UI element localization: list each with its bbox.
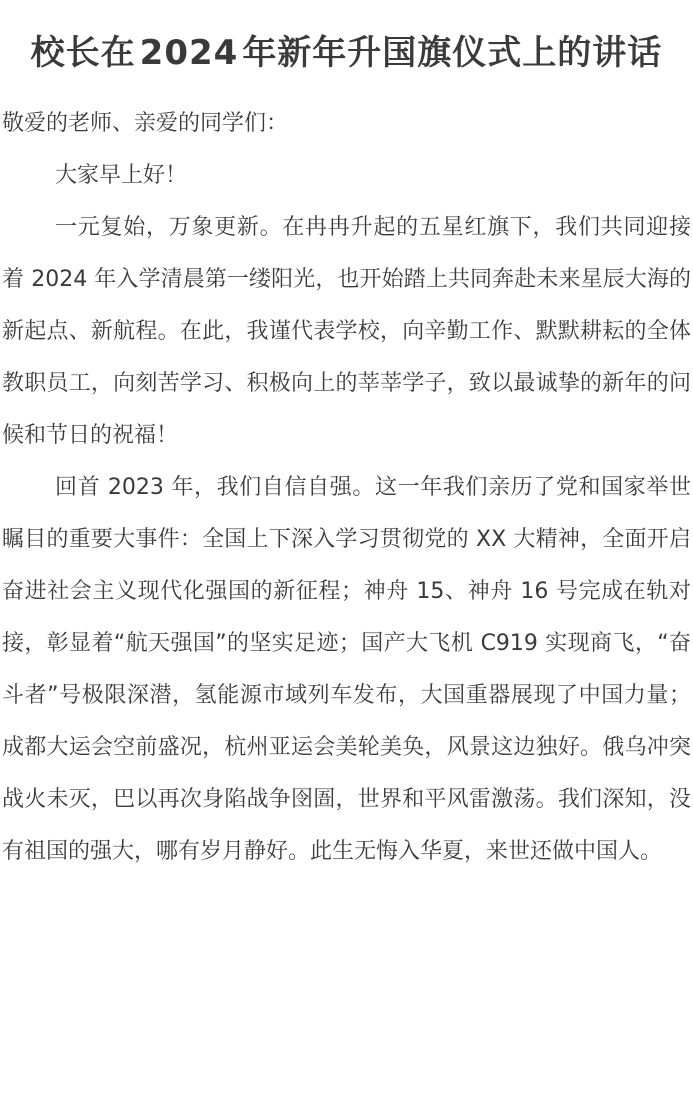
paragraph-review-2023: 回首 2023 年，我们自信自强。这一年我们亲历了党和国家举世瞩目的重要大事件：全国上下深入学习贯彻党的 XX 大精神，全面开启奋进社会主义现代化强国的新征程；神舟 15、神舟 16 号完成在轨对接，彰显着“航天强国”的坚实足迹；国产大飞机 C919 实现商飞，“奋斗者”号极限深潜，氢能源市域列车发布，大国重器展现了中国力量；成都大运会空前盛况，杭州亚运会美轮美奂，风景这边独好。俄乌冲突战火未灭，巴以再次身陷战争囹圄，世界和平风雷激荡。我们深知，没有祖国的强大，哪有岁月静好。此生无悔入华夏，来世还做中国人。 [2, 475, 691, 864]
title-suffix: 年新年升国旗仪式上的讲话 [242, 33, 663, 73]
greeting: 敬爱的老师、亲爱的同学们： [2, 111, 289, 136]
paragraph-new-year: 一元复始，万象更新。在冉冉升起的五星红旗下，我们共同迎接着 2024 年入学清晨第一缕阳光，也开始踏上共同奔赴未来星辰大海的新起点、新航程。在此，我谨代表学校，向辛勤工作、默默耕耘的全体教职员工，向刻苦学习、积极向上的莘莘学子，致以最诚挚的新年的问候和节日的祝福！ [2, 215, 691, 448]
document-title [2, 30, 691, 76]
title-prefix: 校长在 [30, 33, 136, 73]
title-year: 2024 [139, 33, 239, 73]
paragraph-morning: 大家早上好！ [55, 163, 188, 188]
